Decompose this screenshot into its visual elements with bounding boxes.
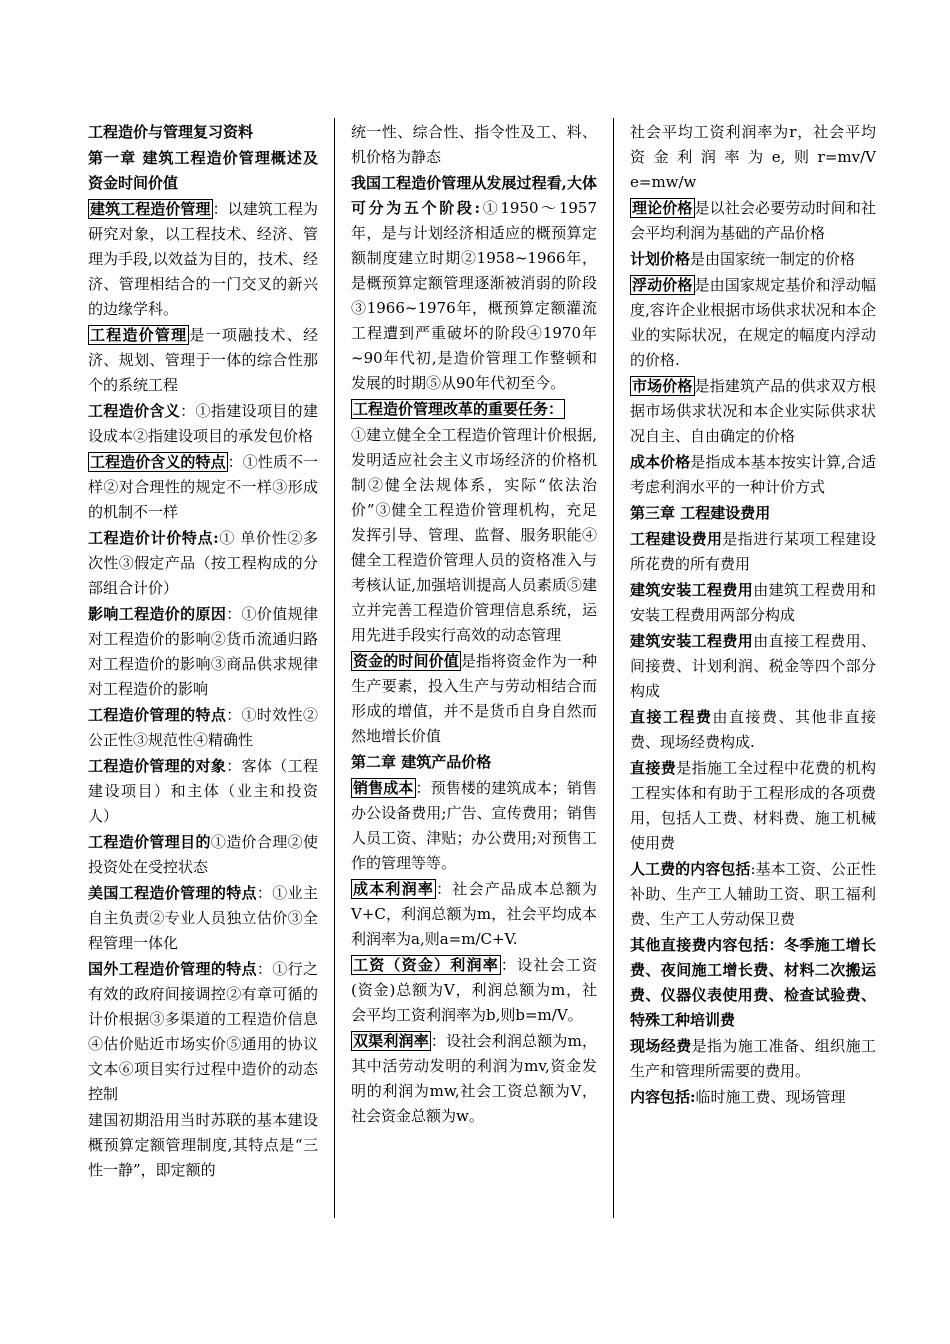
term-heading: 其他直接费内容包括：冬季施工增长费、夜间施工增长费、材料二次搬运费、仪器仪表使用费、检查试验费、特殊工种培训费 bbox=[630, 936, 876, 1029]
paragraph bbox=[351, 877, 597, 952]
paragraph bbox=[88, 1108, 318, 1183]
paragraph bbox=[630, 578, 876, 628]
paragraph bbox=[88, 146, 318, 196]
paragraph-text: 是指成本基本按实计算,合适考虑利润水平的一种计价方式 bbox=[630, 453, 876, 496]
term-heading: 人工费的内容包括 bbox=[630, 860, 751, 878]
term-heading: 工程造价管理的对象 bbox=[88, 757, 227, 775]
column-divider bbox=[613, 118, 614, 1218]
paragraph-text: ：①业主自主负责②专业人员独立估价③全程管理一体化 bbox=[88, 884, 318, 952]
paragraph-text: 是以社会必要劳动时间和社会平均利润为基础的产品价格 bbox=[630, 199, 876, 242]
term-heading: 工程建设费用 bbox=[630, 530, 723, 548]
paragraph-text: 临时施工费、现场管理 bbox=[695, 1088, 846, 1106]
paragraph bbox=[630, 247, 876, 272]
paragraph bbox=[630, 857, 876, 932]
paragraph-text: 是指进行某项工程建设所花费的所有费用 bbox=[630, 530, 876, 573]
paragraph-text: ：①行之有效的政府间接调控②有章可循的计价根据③多渠道的工程造价信息④估价贴近市场实价⑤通用的协议文本⑥项目实行过程中造价的动态控制 bbox=[88, 960, 318, 1103]
paragraph bbox=[351, 1029, 597, 1129]
term-heading: 直接工程费 bbox=[630, 708, 713, 726]
paragraph bbox=[630, 196, 876, 246]
text-column-2 bbox=[351, 120, 597, 1130]
paragraph-text: 工程造价与管理复习资料 bbox=[88, 123, 254, 141]
paragraph-text: ①1950～1957年，是与计划经济相适应的概预算定额制度建立时期②1958~1966年，是概预算定额管理逐渐被消弱的阶段③1966~1976年，概预算定额灌流工程遭到严重破坏的阶段④1970年~90年代初,是造价管理工作整顿和发展的时期⑤从90年代初至今。 bbox=[351, 199, 597, 392]
paragraph-text: 社会平均工资利润率为r，社会平均资金利润率为e,则r=mv/V e=mw/w bbox=[630, 123, 876, 191]
text-column-1 bbox=[88, 120, 318, 1184]
paragraph bbox=[88, 830, 318, 880]
term-heading: 资金的时间价值 bbox=[353, 652, 459, 670]
term-heading: 工程造价管理 bbox=[90, 326, 188, 344]
paragraph bbox=[630, 120, 876, 195]
paragraph bbox=[630, 705, 876, 755]
term-heading: 双渠利润率 bbox=[353, 1032, 429, 1050]
paragraph-text: ：以建筑工程为研究对象，以工程技术、经济、管理为手段,以效益为目的，技术、经济、管理相结合的一门交叉的新兴的边缘学科。 bbox=[88, 200, 318, 318]
paragraph bbox=[630, 273, 876, 373]
term-heading: 直接费 bbox=[630, 759, 677, 777]
term-heading: 成本价格 bbox=[630, 453, 691, 471]
paragraph bbox=[88, 881, 318, 956]
term-heading: 内容包括: bbox=[630, 1088, 696, 1106]
term-heading: 工程造价管理目的 bbox=[88, 833, 211, 851]
paragraph bbox=[88, 399, 318, 449]
column-divider bbox=[334, 118, 335, 1218]
term-heading: 工资（资金）利润率 bbox=[353, 956, 499, 974]
term-heading: 计划价格 bbox=[630, 250, 691, 268]
paragraph-text: ①造价合理②使投资处在受控状态 bbox=[88, 833, 318, 876]
term-heading: 市场价格 bbox=[632, 377, 693, 395]
paragraph bbox=[88, 957, 318, 1107]
paragraph-text: ：设社会工资(资金)总额为V，利润总额为m，社会平均工资利润率为b,则b=m/V。 bbox=[351, 956, 597, 1024]
term-heading: 美国工程造价管理的特点 bbox=[88, 884, 257, 902]
paragraph bbox=[351, 953, 597, 1028]
term-heading: 成本利润率 bbox=[353, 880, 435, 898]
paragraph-text: 第一章 建筑工程造价管理概述及资金时间价值 bbox=[88, 149, 318, 192]
paragraph-text: ① 单价性②多次性③假定产品（按工程构成的分部组合计价） bbox=[88, 529, 318, 597]
term-heading: 建筑安装工程费用 bbox=[630, 581, 754, 599]
paragraph-text: 是指将资金作为一种生产要素，投入生产与劳动相结合而形成的增值，并不是货币自身自然而然地增长价值 bbox=[351, 652, 597, 745]
term-heading: 工程造价含义的特点 bbox=[90, 453, 226, 471]
paragraph-text: 第三章 工程建设费用 bbox=[630, 504, 771, 522]
paragraph-text: ：①价值规律对工程造价的影响②货币流通归路对工程造价的影响③商品供求规律对工程造价的影响 bbox=[88, 605, 318, 698]
term-heading: 浮动价格 bbox=[632, 276, 693, 294]
paragraph bbox=[88, 754, 318, 829]
term-heading: 我国工程造价管理从发展过程看,大体可分为五个阶段: bbox=[351, 174, 597, 217]
paragraph bbox=[88, 323, 318, 398]
paragraph bbox=[351, 776, 597, 876]
paragraph-text: ：设社会利润总额为m，其中活劳动发明的利润为mv,资金发明的利润为mw,社会工资总额为V，社会资金总额为w。 bbox=[351, 1032, 597, 1125]
term-heading: 工程造价含义 bbox=[88, 402, 181, 420]
paragraph-text: 由直接费、其他非直接费、现场经费构成. bbox=[630, 708, 876, 751]
paragraph bbox=[351, 423, 597, 648]
term-heading: 现场经费 bbox=[630, 1037, 692, 1055]
paragraph bbox=[88, 526, 318, 601]
paragraph-text: 第二章 建筑产品价格 bbox=[351, 753, 492, 771]
paragraph-text: ①建立健全全工程造价管理计价根据,发明适应社会主义市场经济的价格机制②健全法规体系，实际“依法治价”③健全工程造价管理机构，充足发挥引导、管理、监督、服务职能④健全工程造价管理人员的资格准入与考核认证,加强培训提高人员素质⑤建立并完善工程造价管理信息系统，运用先进手段实行高效的动态管理 bbox=[351, 426, 597, 644]
paragraph bbox=[630, 374, 876, 449]
paragraph-text: 是一项融技术、经济、规划、管理于一体的综合性那个的系统工程 bbox=[88, 326, 318, 394]
paragraph-text: 是由国家规定基价和浮动幅度,容许企业根据市场供求状况和本企业的实际状况，在规定的幅度内浮动的价格. bbox=[630, 276, 876, 369]
paragraph-text: 是指为施工准备、组织施工生产和管理所需要的费用。 bbox=[630, 1037, 876, 1080]
paragraph bbox=[351, 171, 597, 396]
paragraph bbox=[630, 450, 876, 500]
paragraph-text: 是指建筑产品的供求双方根据市场供求状况和本企业实际供求状况自主、自由确定的价格 bbox=[630, 377, 876, 445]
term-heading: 影响工程造价的原因 bbox=[88, 605, 227, 623]
paragraph bbox=[630, 629, 876, 704]
paragraph-text: 建国初期沿用当时苏联的基本建设概预算定额管理制度,其特点是“三性一静”，即定额的 bbox=[88, 1111, 318, 1179]
term-heading: 理论价格 bbox=[632, 199, 693, 217]
paragraph bbox=[351, 120, 597, 170]
paragraph bbox=[351, 750, 597, 775]
paragraph-text: ：预售楼的建筑成本；销售办公设备费用;广告、宣传费用；销售人员工资、津贴；办公费用;对预售工作的管理等等。 bbox=[351, 779, 597, 872]
paragraph-text: ：①指建设项目的建设成本②指建设项目的承发包价格 bbox=[88, 402, 318, 445]
paragraph bbox=[88, 450, 318, 525]
term-heading: 工程造价管理的特点 bbox=[88, 706, 227, 724]
paragraph-text: 是由国家统一制定的价格 bbox=[690, 250, 856, 268]
paragraph bbox=[630, 527, 876, 577]
paragraph bbox=[88, 197, 318, 322]
paragraph-text: 统一性、综合性、指令性及工、料、机价格为静态 bbox=[351, 123, 597, 166]
paragraph bbox=[88, 602, 318, 702]
paragraph bbox=[630, 756, 876, 856]
term-heading: 国外工程造价管理的特点 bbox=[88, 960, 257, 978]
paragraph-text: 是指施工全过程中花费的机构工程实体和有助于工程形成的各项费用，包括人工费、材料费、施工机械使用费 bbox=[630, 759, 876, 852]
paragraph bbox=[88, 120, 318, 145]
term-heading: 工程造价管理改革的重要任务： bbox=[353, 400, 564, 418]
paragraph bbox=[351, 649, 597, 749]
text-column-3 bbox=[630, 120, 876, 1111]
paragraph-text: 由直接工程费用、间接费、计划利润、税金等四个部分构成 bbox=[630, 632, 876, 700]
term-heading: 建筑安装工程费用 bbox=[630, 632, 754, 650]
paragraph-text: :基本工资、公正性补助、生产工人辅助工资、职工福利费、生产工人劳动保卫费 bbox=[630, 860, 876, 928]
term-heading: 销售成本 bbox=[353, 779, 414, 797]
paragraph-text: 由建筑工程费用和安装工程费用两部分构成 bbox=[630, 581, 876, 624]
term-heading: 建筑工程造价管理 bbox=[90, 200, 211, 218]
term-heading: 工程造价计价特点: bbox=[88, 529, 219, 547]
paragraph-text: ：①时效性②公正性③规范性④精确性 bbox=[88, 706, 318, 749]
paragraph-text: ：①性质不一样②对合理性的规定不一样③形成的机制不一样 bbox=[88, 453, 318, 521]
paragraph bbox=[351, 397, 597, 422]
paragraph-text: ：社会产品成本总额为V+C，利润总额为m，社会平均成本利润率为a,则a=m/C+V. bbox=[351, 880, 597, 948]
paragraph bbox=[630, 1034, 876, 1084]
paragraph bbox=[88, 703, 318, 753]
paragraph bbox=[630, 933, 876, 1033]
paragraph bbox=[630, 1085, 876, 1110]
paragraph-text: ：客体（工程建设项目）和主体（业主和投资人） bbox=[88, 757, 318, 825]
paragraph bbox=[630, 501, 876, 526]
